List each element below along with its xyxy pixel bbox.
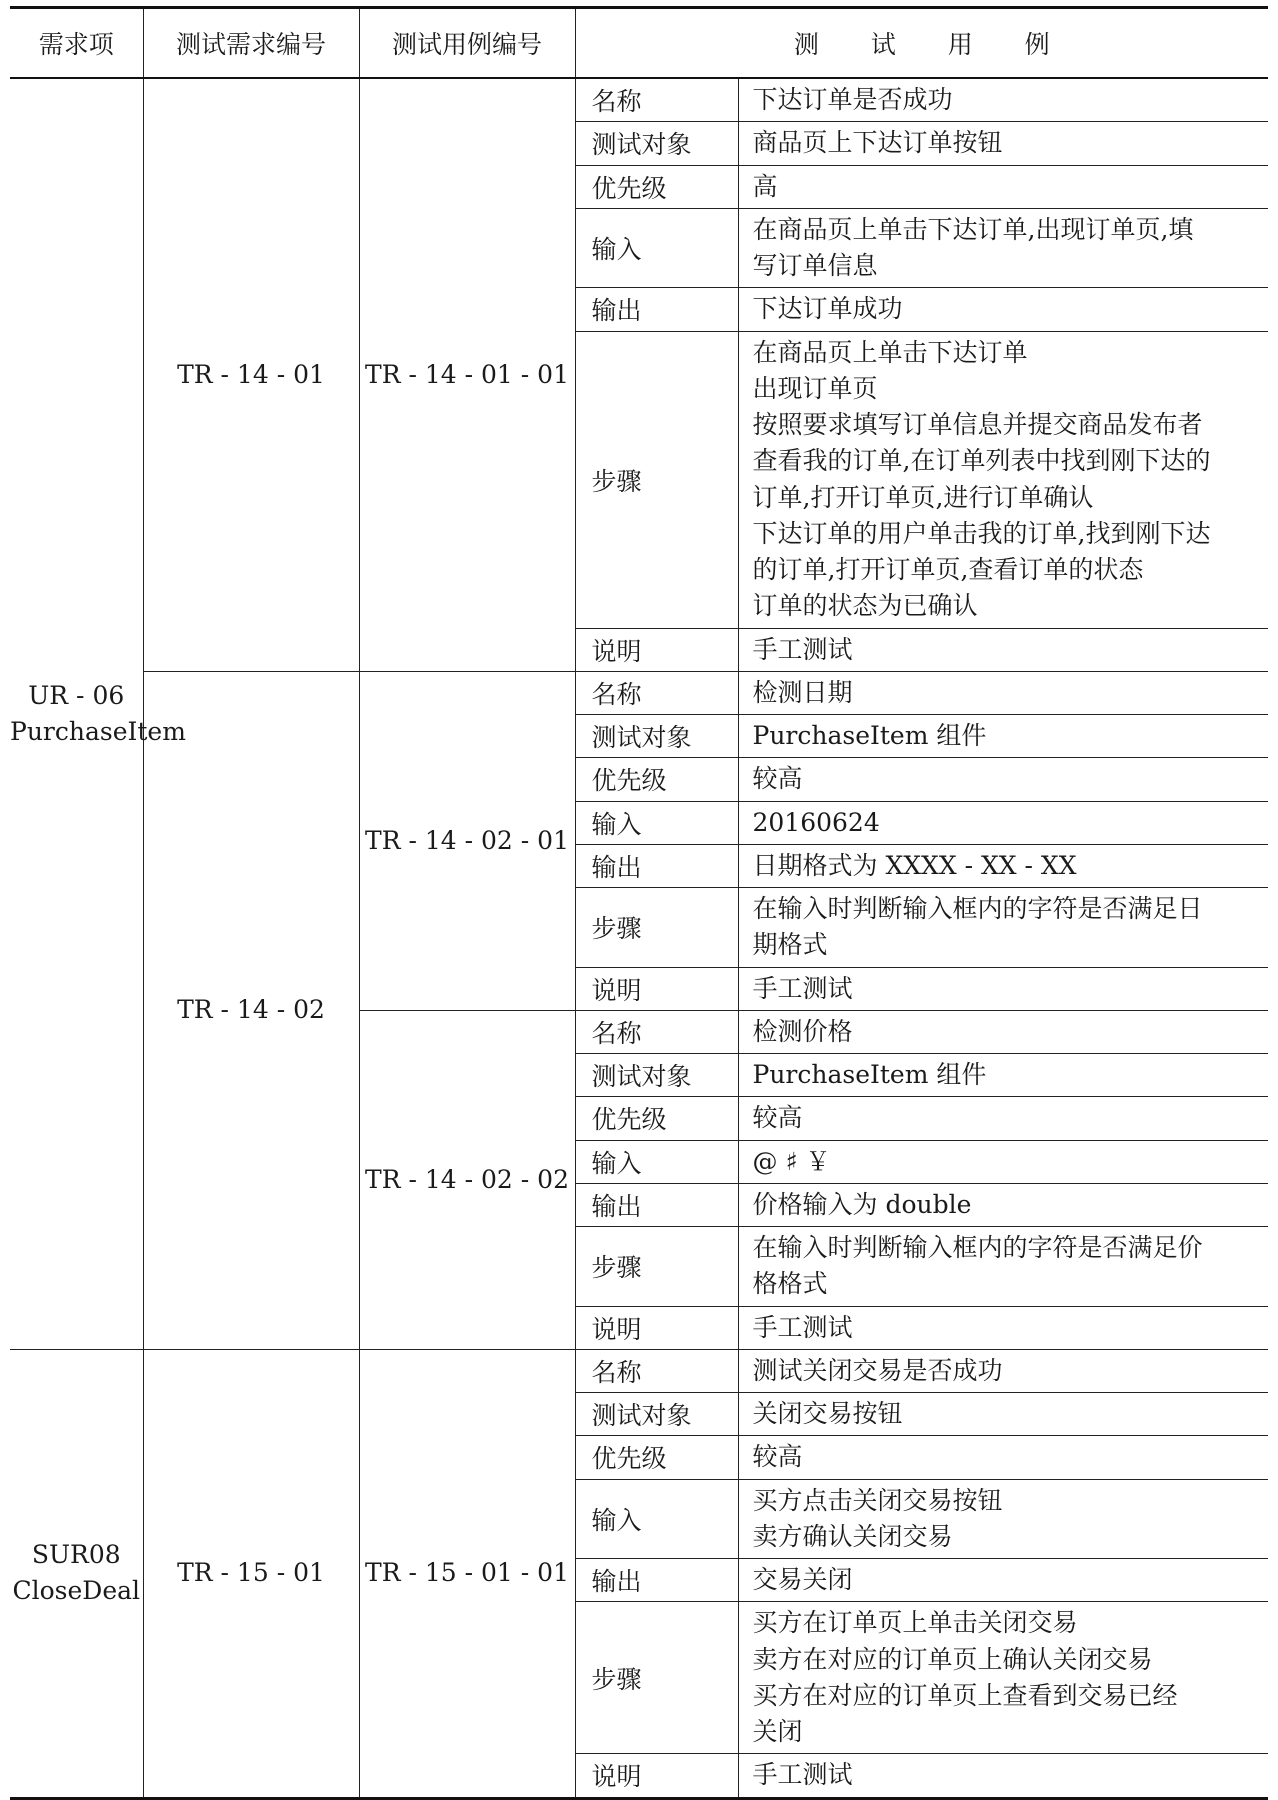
field-value-line: 出现订单页 [752, 373, 878, 403]
requirement-cell [10, 1349, 143, 1798]
field-label: 名称 [575, 1010, 738, 1053]
field-value [738, 844, 1268, 887]
field-value [738, 758, 1268, 801]
field-value-line: 手工测试 [752, 973, 853, 1003]
field-label: 优先级 [575, 758, 738, 801]
field-value-line: 在输入时判断输入框内的字符是否满足价 [752, 1233, 1203, 1262]
field-value-line: 手工测试 [752, 1760, 853, 1790]
field-label: 输出 [575, 1559, 738, 1602]
field-value-line: 关闭 [752, 1717, 803, 1746]
field-value-line: 较高 [752, 1103, 803, 1133]
field-value-line: 期格式 [752, 930, 828, 960]
field-value-line: 在商品页上单击下达订单,出现订单页,填 [752, 214, 1194, 244]
field-value [738, 1436, 1268, 1479]
field-value [738, 1479, 1268, 1559]
field-value-line: 卖方在对应的订单页上确认关闭交易 [752, 1644, 1153, 1674]
field-value-line: 买方在对应的订单页上查看到交易已经 [752, 1680, 1178, 1710]
field-value-line: 手工测试 [752, 634, 853, 664]
field-value [738, 208, 1268, 288]
field-value-line: 关闭交易按钮 [752, 1399, 903, 1428]
field-label: 输入 [575, 1479, 738, 1559]
field-value-line: 高 [752, 171, 778, 201]
field-value-line: PurchaseItem 组件 [752, 1060, 987, 1089]
field-value-line: @ ♯ ￥ [752, 1146, 831, 1176]
header-test-case: 测 试 用 例 [575, 8, 1268, 79]
header-row [10, 8, 1268, 79]
field-value [738, 331, 1268, 628]
field-value [738, 165, 1268, 208]
field-label: 输入 [575, 801, 738, 844]
requirement-cell [10, 78, 186, 1349]
field-value-line: 在商品页上单击下达订单 [752, 337, 1028, 367]
field-value [738, 715, 1268, 758]
field-value-line: 交易关闭 [752, 1565, 853, 1594]
field-value [738, 1754, 1268, 1798]
field-value [738, 1559, 1268, 1602]
field-value [738, 628, 1268, 671]
test-case-id-cell: TR - 14 - 01 - 01 [359, 78, 575, 671]
field-value-line: 下达订单是否成功 [752, 85, 953, 114]
field-value [738, 1010, 1268, 1053]
field-value [738, 288, 1268, 331]
field-value-line: 格格式 [752, 1269, 828, 1299]
field-label: 测试对象 [575, 715, 738, 758]
table-row [10, 78, 1268, 122]
field-label: 名称 [575, 671, 738, 714]
test-case-id-cell: TR - 14 - 02 - 02 [359, 1010, 575, 1349]
header-test-requirement-id: 测试需求编号 [143, 8, 359, 79]
field-value-line: 买方点击关闭交易按钮 [752, 1485, 1003, 1515]
field-label: 名称 [575, 1349, 738, 1392]
field-value-line: 的订单,打开订单页,查看订单的状态 [752, 555, 1144, 584]
field-value-line: 按照要求填写订单信息并提交商品发布者 [752, 410, 1203, 439]
field-label: 步骤 [575, 1602, 738, 1754]
field-value-line: 卖方确认关闭交易 [752, 1521, 953, 1551]
field-value-line: 价格输入为 double [752, 1189, 972, 1219]
field-value-line: 买方在订单页上单击关闭交易 [752, 1608, 1078, 1638]
field-value-line: 检测日期 [752, 677, 853, 707]
field-label: 步骤 [575, 1227, 738, 1307]
field-label: 输入 [575, 208, 738, 288]
field-value-line: 较高 [752, 764, 803, 794]
field-label: 优先级 [575, 1436, 738, 1479]
field-label: 名称 [575, 78, 738, 122]
requirement-name-line: CloseDeal [12, 1576, 141, 1606]
field-label: 说明 [575, 967, 738, 1010]
field-label: 测试对象 [575, 1393, 738, 1436]
field-value-line: 较高 [752, 1442, 803, 1472]
field-value-line: 下达订单的用户单击我的订单,找到刚下达 [752, 518, 1211, 548]
table-row [10, 1349, 1268, 1392]
field-value-line: 写订单信息 [752, 251, 878, 280]
requirement-name-line: UR - 06 [28, 680, 125, 710]
field-value-line: 日期格式为 XXXX - XX - XX [752, 850, 1077, 880]
field-value [738, 671, 1268, 714]
field-value [738, 78, 1268, 122]
header-requirement: 需求项 [10, 8, 143, 79]
field-label: 输出 [575, 288, 738, 331]
field-value [738, 1602, 1268, 1754]
field-label: 输出 [575, 844, 738, 887]
field-label: 输入 [575, 1140, 738, 1183]
test-case-table [10, 6, 1268, 1800]
field-label: 测试对象 [575, 1054, 738, 1097]
field-value-line: PurchaseItem 组件 [752, 721, 987, 750]
field-label: 输出 [575, 1183, 738, 1226]
field-label: 步骤 [575, 888, 738, 968]
field-value-line: 测试关闭交易是否成功 [752, 1355, 1003, 1385]
field-label: 优先级 [575, 1097, 738, 1140]
field-label: 优先级 [575, 165, 738, 208]
field-value [738, 1227, 1268, 1307]
field-value [738, 1097, 1268, 1140]
field-label: 步骤 [575, 331, 738, 628]
field-value [738, 1054, 1268, 1097]
test-requirement-id-cell: TR - 14 - 02 [143, 671, 359, 1349]
table-row [10, 671, 1268, 714]
test-case-table-container [10, 6, 1268, 1800]
test-case-id-cell: TR - 15 - 01 - 01 [359, 1349, 575, 1798]
field-label: 说明 [575, 1306, 738, 1349]
header-test-case-id: 测试用例编号 [359, 8, 575, 79]
field-value [738, 1140, 1268, 1183]
test-requirement-id-cell: TR - 15 - 01 [143, 1349, 359, 1798]
field-value [738, 801, 1268, 844]
field-label: 说明 [575, 1754, 738, 1798]
field-value [738, 967, 1268, 1010]
requirement-name-line: PurchaseItem [10, 716, 186, 746]
test-requirement-id-cell: TR - 14 - 01 [143, 78, 359, 671]
field-value [738, 122, 1268, 165]
field-value-line: 查看我的订单,在订单列表中找到刚下达的 [752, 446, 1211, 476]
field-value-line: 20160624 [752, 807, 880, 837]
field-value-line: 手工测试 [752, 1312, 853, 1342]
field-value [738, 888, 1268, 968]
field-value [738, 1183, 1268, 1226]
requirement-name-line: SUR08 [31, 1539, 121, 1569]
field-value-line: 下达订单成功 [752, 294, 903, 324]
table-body [10, 78, 1268, 1798]
field-value [738, 1349, 1268, 1392]
field-value [738, 1306, 1268, 1349]
field-value-line: 订单的状态为已确认 [752, 591, 978, 621]
field-label: 说明 [575, 628, 738, 671]
field-value-line: 商品页上下达订单按钮 [752, 128, 1003, 158]
test-case-id-cell: TR - 14 - 02 - 01 [359, 671, 575, 1010]
field-value-line: 在输入时判断输入框内的字符是否满足日 [752, 894, 1203, 923]
field-value-line: 订单,打开订单页,进行订单确认 [752, 482, 1094, 512]
field-value [738, 1393, 1268, 1436]
field-value-line: 检测价格 [752, 1016, 853, 1046]
field-label: 测试对象 [575, 122, 738, 165]
